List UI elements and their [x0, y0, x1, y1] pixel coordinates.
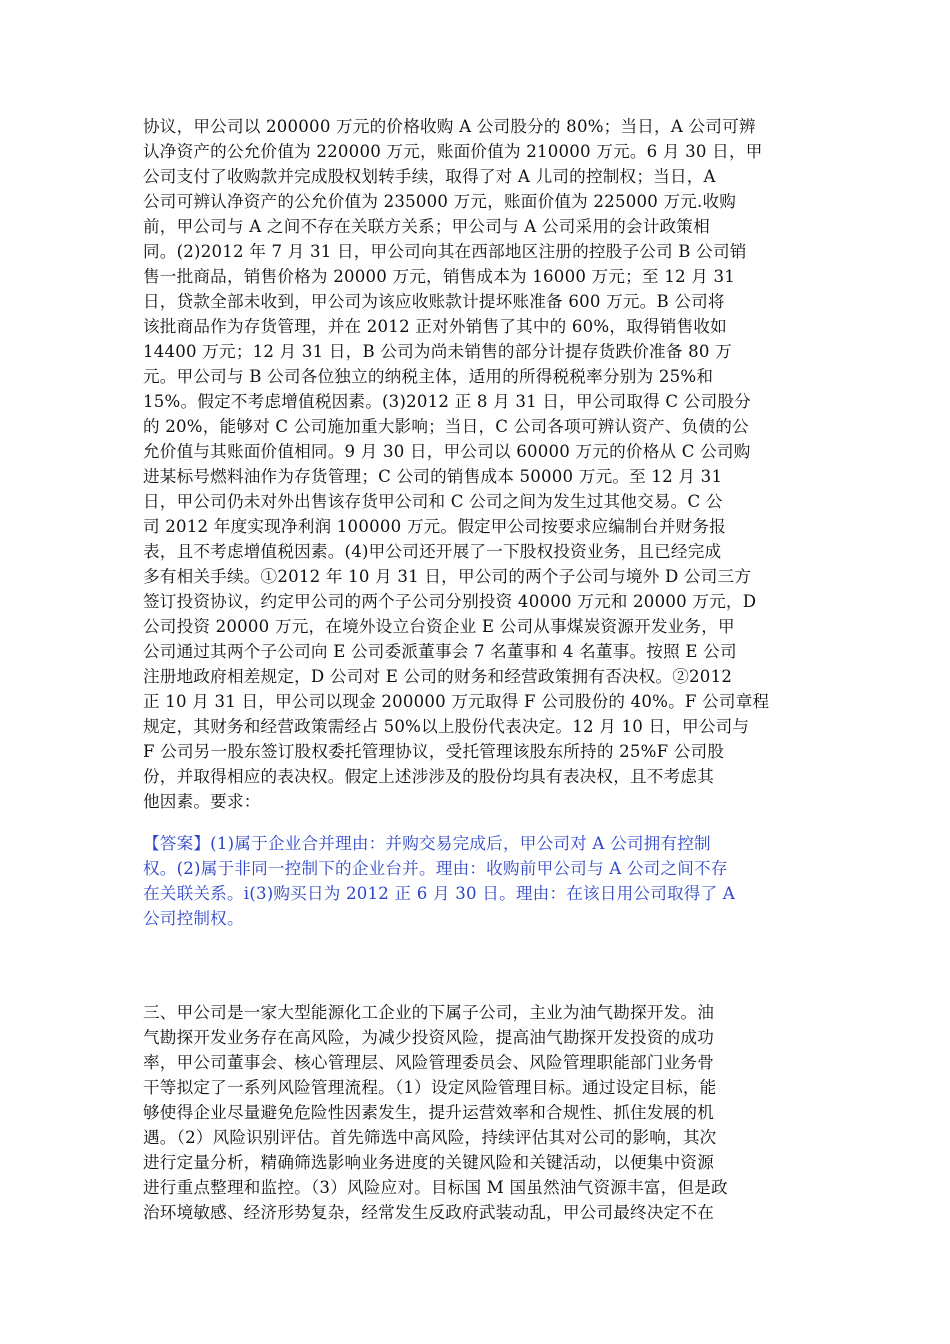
text-line: 注册地政府相差规定，D 公司对 E 公司的财务和经营政策拥有否决权。②2012 [143, 667, 733, 686]
answer-line: 在关联关系。i(3)购买日为 2012 正 6 月 30 日。理由：在该日用公司取得了 A [143, 884, 736, 903]
question-text-block [143, 114, 808, 814]
text-line: 允价值与其账面价值相同。9 月 30 日，甲公司以 60000 万元的价格从 C 公司购 [143, 442, 751, 461]
text-line: 元。甲公司与 B 公司各位独立的纳税主体，适用的所得税税率分别为 25%和 [143, 367, 714, 386]
text-line: 15%。假定不考虑增值税因素。(3)2012 正 8 月 31 日，甲公司取得 C 公司股分 [143, 392, 751, 411]
answer-text-block [143, 831, 808, 931]
text-line: 治环境敏感、经济形势复杂，经常发生反政府武装动乱，甲公司最终决定不在 [143, 1203, 714, 1222]
text-line: 日，贷款全部未收到，甲公司为该应收账款计提坏账准备 600 万元。B 公司将 [143, 292, 725, 311]
text-line: 签订投资协议，约定甲公司的两个子公司分别投资 40000 万元和 20000 万元，D [143, 592, 757, 611]
answer-line: 【答案】(1)属于企业合并理由：并购交易完成后，甲公司对 A 公司拥有控制 [143, 834, 711, 853]
text-line: 干等拟定了一系列风险管理流程。（1）设定风险管理目标。通过设定目标，能 [143, 1078, 717, 1097]
section-three-text-block [143, 1000, 808, 1225]
text-line: 够使得企业尽量避免危险性因素发生，提升运营效率和合规性、抓住发展的机 [143, 1103, 714, 1122]
text-line: 日，甲公司仍未对外出售该存货甲公司和 C 公司之间为发生过其他交易。C 公 [143, 492, 723, 511]
text-line: 公司投资 20000 万元，在境外设立台资企业 E 公司从事煤炭资源开发业务，甲 [143, 617, 735, 636]
text-line: 的 20%，能够对 C 公司施加重大影响；当日，C 公司各项可辨认资产、负债的公 [143, 417, 749, 436]
answer-line: 权。(2)属于非同一控制下的企业台并。理由：收购前甲公司与 A 公司之间不存 [143, 859, 728, 878]
text-line: 公司通过其两个子公司向 E 公司委派董事会 7 名董事和 4 名董事。按照 E 公司 [143, 642, 737, 661]
text-line: 份，并取得相应的表决权。假定上述涉涉及的股份均具有表决权，且不考虑其 [143, 767, 714, 786]
text-line: 他因素。要求： [143, 792, 261, 811]
text-line: 规定，其财务和经营政策需经占 50%以上股份代表决定。12 月 10 日，甲公司与 [143, 717, 750, 736]
text-line: 14400 万元；12 月 31 日，B 公司为尚未销售的部分计提存货跌价准备 80 万 [143, 342, 732, 361]
text-line: 进行定量分析，精确筛选影响业务进度的关键风险和关键活动，以便集中资源 [143, 1153, 714, 1172]
text-line: 正 10 月 31 日，甲公司以现金 200000 万元取得 F 公司股份的 40%。F 公司章程 [143, 692, 770, 711]
text-line: 司 2012 年度实现净利润 100000 万元。假定甲公司按要求应编制台并财务报 [143, 517, 726, 536]
text-line: 表，且不考虑增值税因素。(4)甲公司还开展了一下股权投资业务，且已经完成 [143, 542, 722, 561]
text-line: 同。(2)2012 年 7 月 31 日，甲公司向其在西部地区注册的控股子公司 B 公司销 [143, 242, 747, 261]
text-line: 气勘探开发业务存在高风险，为减少投资风险，提高油气勘探开发投资的成功 [143, 1028, 714, 1047]
text-line: 前，甲公司与 A 之间不存在关联方关系；甲公司与 A 公司采用的会计政策相 [143, 217, 710, 236]
answer-line: 公司控制权。 [143, 909, 244, 928]
text-line: 遇。（2）风险识别评估。首先筛选中高风险，持续评估其对公司的影响，其次 [143, 1128, 717, 1147]
text-line: 公司可辨认净资产的公允价值为 235000 万元，账面价值为 225000 万元.收购 [143, 192, 737, 211]
text-line: 售一批商品，销售价格为 20000 万元，销售成本为 16000 万元；至 12 月 31 [143, 267, 735, 286]
text-line: 三、甲公司是一家大型能源化工企业的下属子公司，主业为油气勘探开发。油 [143, 1003, 714, 1022]
text-line: 多有相关手续。①2012 年 10 月 31 日，甲公司的两个子公司与境外 D 公司三方 [143, 567, 752, 586]
text-line: 率，甲公司董事会、核心管理层、风险管理委员会、风险管理职能部门业务骨 [143, 1053, 714, 1072]
text-line: 进某标号燃料油作为存货管理；C 公司的销售成本 50000 万元。至 12 月 31 [143, 467, 723, 486]
text-line: 协议，甲公司以 200000 万元的价格收购 A 公司股分的 80%；当日，A 公司可辨 [143, 117, 756, 136]
text-line: 公司支付了收购款并完成股权划转手续，取得了对 A 儿司的控制权；当日，A [143, 167, 716, 186]
text-line: 该批商品作为存货管理，并在 2012 正对外销售了其中的 60%，取得销售收如 [143, 317, 727, 336]
text-line: 认净资产的公允价值为 220000 万元，账面价值为 210000 万元。6 月 30 日，甲 [143, 142, 763, 161]
text-line: 进行重点整理和监控。（3）风险应对。目标国 M 国虽然油气资源丰富，但是政 [143, 1178, 728, 1197]
text-line: F 公司另一股东签订股权委托管理协议，受托管理该股东所持的 25%F 公司股 [143, 742, 725, 761]
